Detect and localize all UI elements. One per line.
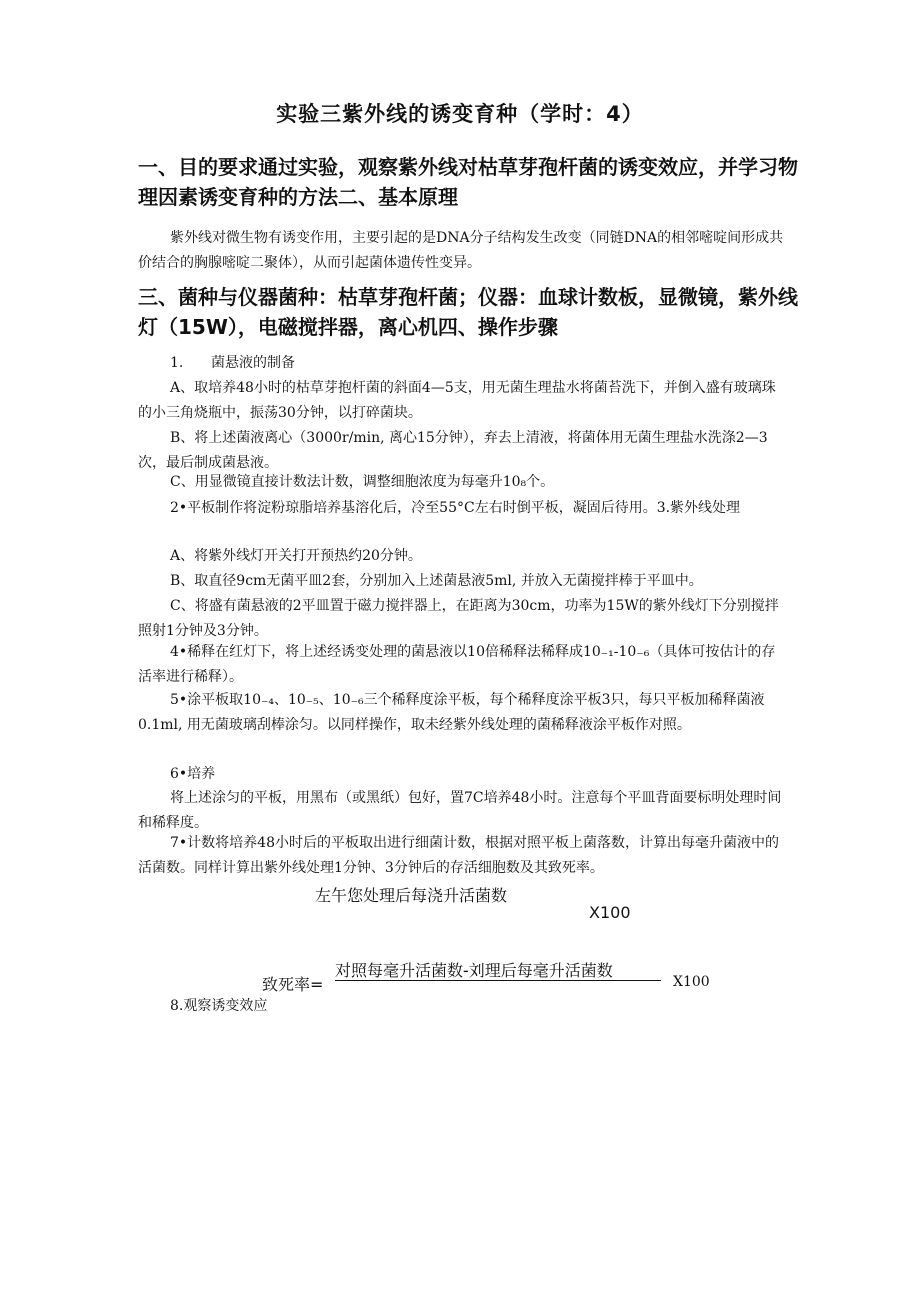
step1-a-paragraph: A、取培养48小时的枯草芽抱杆菌的斜面4—5支，用无菌生理盐水将菌苔洗下，并倒入盛有玻璃珠的小三角烧瓶中，振荡30分钟，以打碎菌块。 [138, 380, 776, 421]
section-heading-1: 一、目的要求通过实验，观察紫外线对枯草芽孢杆菌的诱变效应，并学习物理因素诱变育种的方法二、基本原理 [138, 155, 798, 209]
step7-paragraph: 7•计数将培养48小时后的平板取出进行细菌计数，根据对照平板上菌落数，计算出每毫升菌液中的活菌数。同样计算出紫外线处理1分钟、3分钟后的存活细胞数及其致死率。 [138, 835, 779, 876]
section-heading-3: 三、菌种与仪器菌种：枯草芽孢杆菌；仪器：血球计数板，显微镜，紫外线灯（15W），电磁搅拌器，离心机四、操作步骤 [138, 285, 798, 339]
step3-b-paragraph: B、取直径9cm无菌平皿2套，分别加入上述菌悬液5ml, 并放入无菌搅拌棒于平皿中。 [170, 573, 703, 589]
step1-b-paragraph: B、将上述菌液离心（3000r/min, 离心15分钟），弃去上清液，将菌体用无菌生理盐水洗涤2—3次，最后制成菌悬液。 [138, 430, 768, 471]
step2-paragraph: 2•平板制作将淀粉琼脂培养基溶化后，冷至55°C左右时倒平板，凝固后待用。3.紫外线处理 [170, 500, 741, 516]
step3-c-paragraph: C、将盛有菌悬液的2平皿置于磁力搅拌器上，在距离为30cm，功率为15W的紫外线灯下分别搅拌照射1分钟及3分钟。 [138, 598, 779, 639]
formula2-numerator: 对照每毫升活菌数-刘理后每毫升活菌数 [335, 961, 613, 980]
step1-c-paragraph: C、用显微镜直接计数法计数，调整细胞浓度为每毫升10₈个。 [170, 474, 555, 490]
formula2-multiplier: X100 [673, 974, 710, 990]
step5-paragraph: 5•涂平板取10₋₄、10₋₅、10₋₆三个稀释度涂平板，每个稀释度涂平板3只，每只平板加稀释菌液0.1ml, 用无菌玻璃刮棒涂匀。以同样操作，取未经紫外线处理的菌稀释液涂平板作对照。 [138, 692, 765, 733]
formula2-fraction-bar [335, 980, 661, 981]
step6-paragraph: 将上述涂匀的平板，用黑布（或黑纸）包好，置7C培养48小时。注意每个平皿背面要标明处理时间和稀释度。 [138, 790, 782, 831]
formula2-label: 致死率= [262, 975, 324, 994]
step4-paragraph: 4•稀释在红灯下，将上述经诱变处理的菌悬液以10倍稀释法稀释成10₋₁-10₋₆（具体可按估计的存活率进行稀释）。 [138, 644, 776, 685]
step6-title: 6•培养 [170, 766, 216, 782]
principle-paragraph: 紫外线对微生物有诱变作用，主要引起的是DNA分子结构发生改变（同链DNA的相邻嘧啶间形成共价结合的胸腺嘧啶二聚体），从而引起菌体遗传性变异。 [138, 230, 784, 271]
step1-number: 1. [170, 355, 184, 371]
step1-title: 菌悬液的制备 [211, 355, 295, 371]
step3-a-paragraph: A、将紫外线灯开关打开预热约20分钟。 [170, 548, 422, 564]
document-title: 实验三紫外线的诱变育种（学时：4） [276, 102, 644, 126]
step8-title: 8.观察诱变效应 [170, 998, 268, 1014]
formula1-multiplier: X100 [589, 903, 631, 922]
formula1-numerator: 左午您处理后每浇升活菌数 [315, 886, 508, 905]
